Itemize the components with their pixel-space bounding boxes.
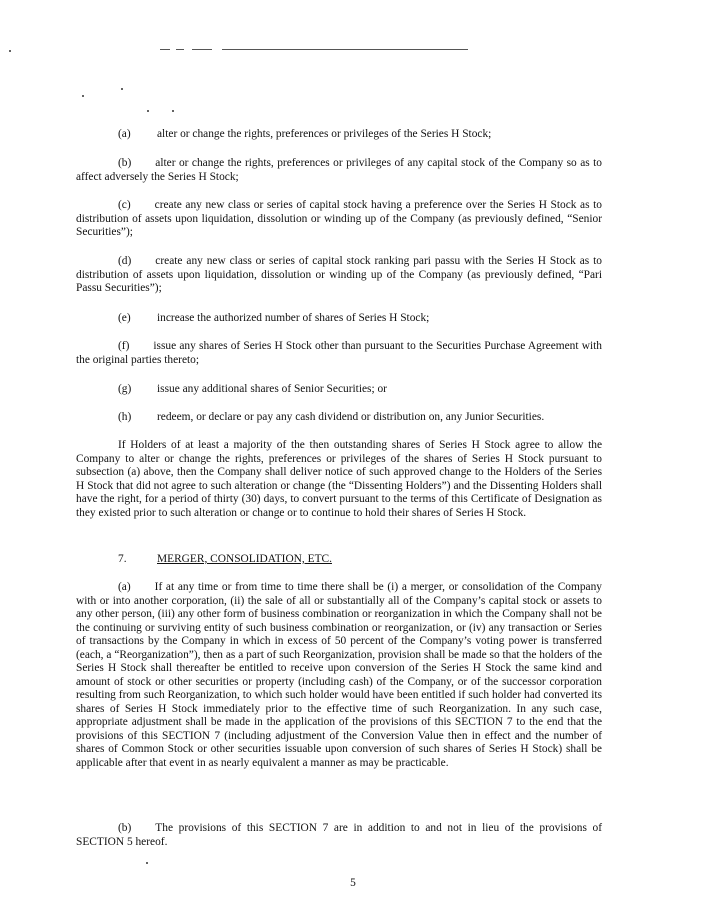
item-label: (f) [118, 340, 130, 352]
page-number: 5 [350, 877, 356, 889]
item-label: (b) [118, 822, 132, 834]
item-label: (g) [118, 383, 132, 395]
item-text: create any new class or series of capital stock ranking pari passu with the Series H Stock as to distribution of assets upon liquidation, dissolution or winding up of the Company (as previously defined, “Pari Passu Securities”); [76, 255, 602, 294]
list-item [76, 199, 602, 240]
item-text: increase the authorized number of shares of Series H Stock; [157, 312, 430, 324]
item-label: (e) [118, 312, 131, 324]
list-item [76, 255, 602, 296]
scan-speck [146, 862, 148, 864]
item-text: alter or change the rights, preferences or privileges of any capital stock of the Company so as to affect adversely the Series H Stock; [76, 157, 602, 183]
item-label: (b) [118, 157, 132, 169]
item-label: (a) [118, 581, 131, 593]
paragraph-text: If at any time or from time to time there shall be (i) a merger, or consolidation of the Company with or into another corporation, (ii) the sale of all or substantially all of the Company’s capital stock or assets to any other person, (iii) any other form of business combination or reorganization in which the Company shall not be the continuing or surviving entity of such business combination or reorganization, or (iv) any transaction or Series of transactions by the Company in which in excess of 50 percent of the Company’s voting power is transferred (each, a “Reorganization”), then as a part of such Reorganization, provision shall be made so that the holders of the Series H Stock shall thereafter be entitled to receive upon conversion of the Series H Stock the same kind and amount of stock or other securities or property (including cash) of the Company, or of the successor corporation resulting from such Reorganization, to which such holder would have been entitled if such holder had converted its shares of Series H Stock immediately prior to the effective time of such Reorganization. In any such case, appropriate adjustment shall be made in the application of the provisions of this SECTION 7 to the end that the provisions of this SECTION 7 (including adjustment of the Conversion Value then in effect and the number of shares of Common Stock or other securities issuable upon conversion of such shares of Series H Stock) shall be applicable after that event in as nearly equivalent a manner as may be practicable. [76, 581, 602, 769]
section-title: MERGER, CONSOLIDATION, ETC. [157, 553, 332, 565]
item-text: create any new class or series of capital stock having a preference over the Series H Stock as to distribution of assets upon liquidation, dissolution or winding up of the Company (as previously defined, “Senior Securities”); [76, 199, 602, 238]
item-label: (d) [118, 255, 132, 267]
header-rule-dash-2 [176, 49, 184, 50]
scan-speck [9, 50, 11, 52]
section-paragraph-a [76, 581, 602, 770]
item-text: issue any additional shares of Senior Securities; or [157, 383, 387, 395]
header-rule-dash-1 [160, 49, 170, 50]
holders-paragraph [76, 439, 602, 520]
item-label: (c) [118, 199, 131, 211]
scan-speck [172, 110, 174, 112]
item-text: alter or change the rights, preferences or privileges of the Series H Stock; [157, 128, 492, 140]
list-item [76, 157, 602, 184]
scan-speck [147, 110, 149, 112]
header-rule-dash-3 [192, 49, 212, 50]
list-item [76, 340, 602, 367]
item-text: issue any shares of Series H Stock other than pursuant to the Securities Purchase Agreement with the original parties thereto; [76, 340, 602, 366]
section-number: 7. [118, 553, 127, 565]
paragraph-text: The provisions of this SECTION 7 are in addition to and not in lieu of the provisions of SECTION 5 hereof. [76, 822, 602, 848]
item-text: redeem, or declare or pay any cash dividend or distribution on, any Junior Securities. [157, 411, 545, 423]
paragraph-text: If Holders of at least a majority of the then outstanding shares of Series H Stock agree to allow the Company to alter or change the rights, preferences or privileges of the shares of Series H Stock pursuant to subsection (a) above, then the Company shall deliver notice of such approved change to the Holders of the Series H Stock that did not agree to such alteration or change (the “Dissenting Holders”) and the Dissenting Holders shall have the right, for a period of thirty (30) days, to convert pursuant to the terms of this Certificate of Designation as they existed prior to such alteration or change or to continue to hold their shares of Series H Stock. [76, 439, 602, 519]
section-paragraph-b [76, 822, 602, 849]
header-rule [222, 49, 468, 50]
item-label: (h) [118, 411, 132, 423]
item-label: (a) [118, 128, 131, 140]
scan-speck [121, 88, 123, 90]
scan-speck [82, 95, 84, 97]
